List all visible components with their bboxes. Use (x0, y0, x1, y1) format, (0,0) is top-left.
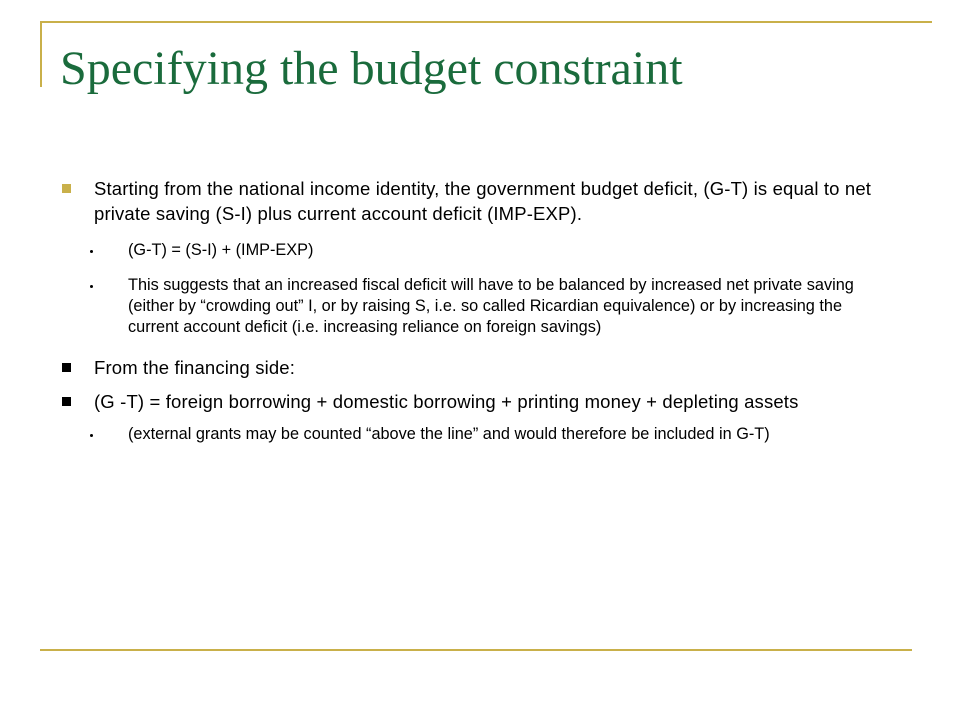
sub-bullet-text: (external grants may be counted “above the line” and would therefore be included in G-T) (128, 425, 770, 443)
dot-bullet-icon (90, 285, 93, 288)
dot-bullet-icon (90, 250, 93, 253)
sub-bullet-text: This suggests that an increased fiscal deficit will have to be balanced by increased net private saving (either by “crowding out” I, or by raising S, i.e. so called Ricardian equivalence) or by increasing the current account deficit (i.e. increasing reliance on foreign savings) (128, 276, 854, 336)
bullet-list (60, 176, 890, 445)
frame-left-line (40, 21, 42, 87)
frame-bottom-line (40, 649, 912, 651)
bullet-text: (G -T) = foreign borrowing + domestic borrowing + printing money + depleting assets (94, 391, 799, 412)
frame-top-line (40, 21, 932, 23)
bullet-text: Starting from the national income identity, the government budget deficit, (G-T) is equal to net private saving (S-I) plus current account deficit (IMP-EXP). (94, 178, 872, 224)
sub-bullet-item (60, 275, 890, 338)
sub-bullet-text: (G-T) = (S-I) + (IMP-EXP) (128, 241, 314, 259)
bullet-item (60, 176, 890, 226)
bullet-text: From the financing side: (94, 357, 296, 378)
square-bullet-icon (62, 397, 71, 406)
slide-title: Specifying the budget constraint (60, 42, 683, 95)
bullet-item (60, 355, 890, 380)
square-bullet-icon (62, 363, 71, 372)
sub-bullet-item (60, 424, 890, 445)
dot-bullet-icon (90, 434, 93, 437)
bullet-item (60, 389, 890, 414)
sub-bullet-item (60, 240, 890, 261)
square-bullet-icon (62, 184, 71, 193)
